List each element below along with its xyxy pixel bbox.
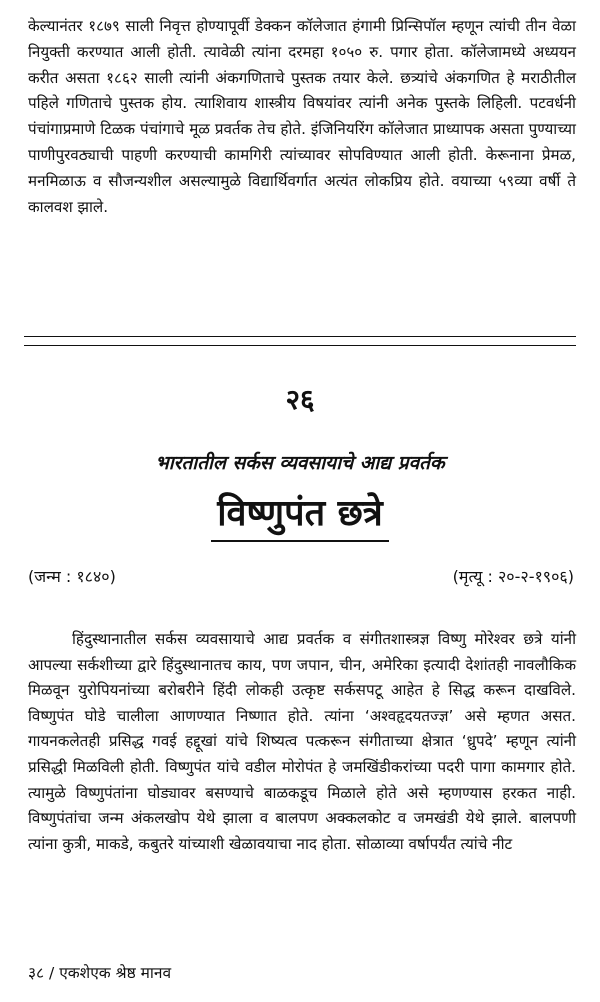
section-divider-top [24,336,576,337]
chapter-subtitle: भारतातील सर्कस व्यवसायाचे आद्य प्रवर्तक [155,452,445,474]
biography-section [28,627,576,857]
previous-paragraph: केल्यानंतर १८७९ साली निवृत्त होण्यापूर्वी डेक्कन कॉलेजात हंगामी प्रिन्सिपॉल म्हणून त्यांची तीन वेळा नियुक्ती करण्यात आली होती. त्यावेळी त्यांना दरमहा १०५० रु. पगार होता. कॉलेजामध्ये अध्ययन करीत असता १८६२ साली त्यांनी अंकगणिताचे पुस्तक तयार केले. छत्र्यांचे अंकगणित हे मराठीतील पहिले गणिताचे पुस्तक होय. त्याशिवाय शास्त्रीय विषयांवर त्यांनी अनेक पुस्तके लिहिली. पटवर्धनी पंचांगाप्रमाणे टिळक पंचांगाचे मूळ प्रवर्तक तेच होते. इंजिनियरिंग कॉलेजात प्राध्यापक असता पुण्याच्या पाणीपुरवठ्याची पाहणी करण्याची कामगिरी त्यांच्यावर सोपविण्यात आली होती. केरूनाना प्रेमळ, मनमिळाऊ व सौजन्यशील असल्यामुळे विद्यार्थिवर्गात अत्यंत लोकप्रिय होते. वयाच्या ५९व्या वर्षी ते कालवश झाले. [28,17,576,216]
chapter-title: विष्णुपंत छत्रे [211,490,389,542]
biography-paragraph: हिंदुस्थानातील सर्कस व्यवसायाचे आद्य प्रवर्तक व संगीतशास्त्रज्ञ विष्णु मोरेश्वर छत्रे यांनी आपल्या सर्कशीच्या द्वारे हिंदुस्थानातच काय, पण जपान, चीन, अमेरिका इत्यादी देशांतही नावलौकिक मिळवून युरोपियनांच्या बरोबरीने हिंदी लोकही उत्कृष्ट सर्कसपटू आहेत हे सिद्ध करून दाखविले. विष्णुपंत घोडे चालीला आणण्यात निष्णात होते. त्यांना ‘अश्वहृदयतज्ज्ञ’ असे म्हणत असत. गायनकलेतही प्रसिद्ध गवई हद्दूखां यांचे शिष्यत्व पत्करून संगीताच्या क्षेत्रात ‘ध्रुपदे’ म्हणून त्यांनी प्रसिद्धी मिळविली होती. विष्णुपंत यांचे वडील मोरोपंत हे जमखिंडीकरांच्या पदरी पागा कामगार होते. त्यामुळे विष्णुपंतांना घोड्यावर बसण्याचे बाळकडूच मिळाले होते असे म्हणण्यास हरकत नाही. विष्णुपंतांचा जन्म अंकलखोप येथे झाला व बालपण अक्कलकोट व जमखंडी येथे झाले. बालपणी त्यांना कुत्री, माकडे, कबुतरे यांच्याशी खेळावयाचा नाद होता. सोळाव्या वर्षापर्यंत त्यांचे नीट [28,630,576,853]
page-footer: ३८ / एकशेएक श्रेष्ठ मानव [28,964,172,982]
chapter-number: २६ [285,383,315,416]
birth-date: (जन्म : १८४०) [28,567,116,586]
previous-chapter-ending [28,14,576,220]
section-divider-bottom [24,345,576,346]
death-date: (मृत्यू : २०-२-१९०६) [452,567,574,586]
chapter-title-wrap [0,490,600,542]
